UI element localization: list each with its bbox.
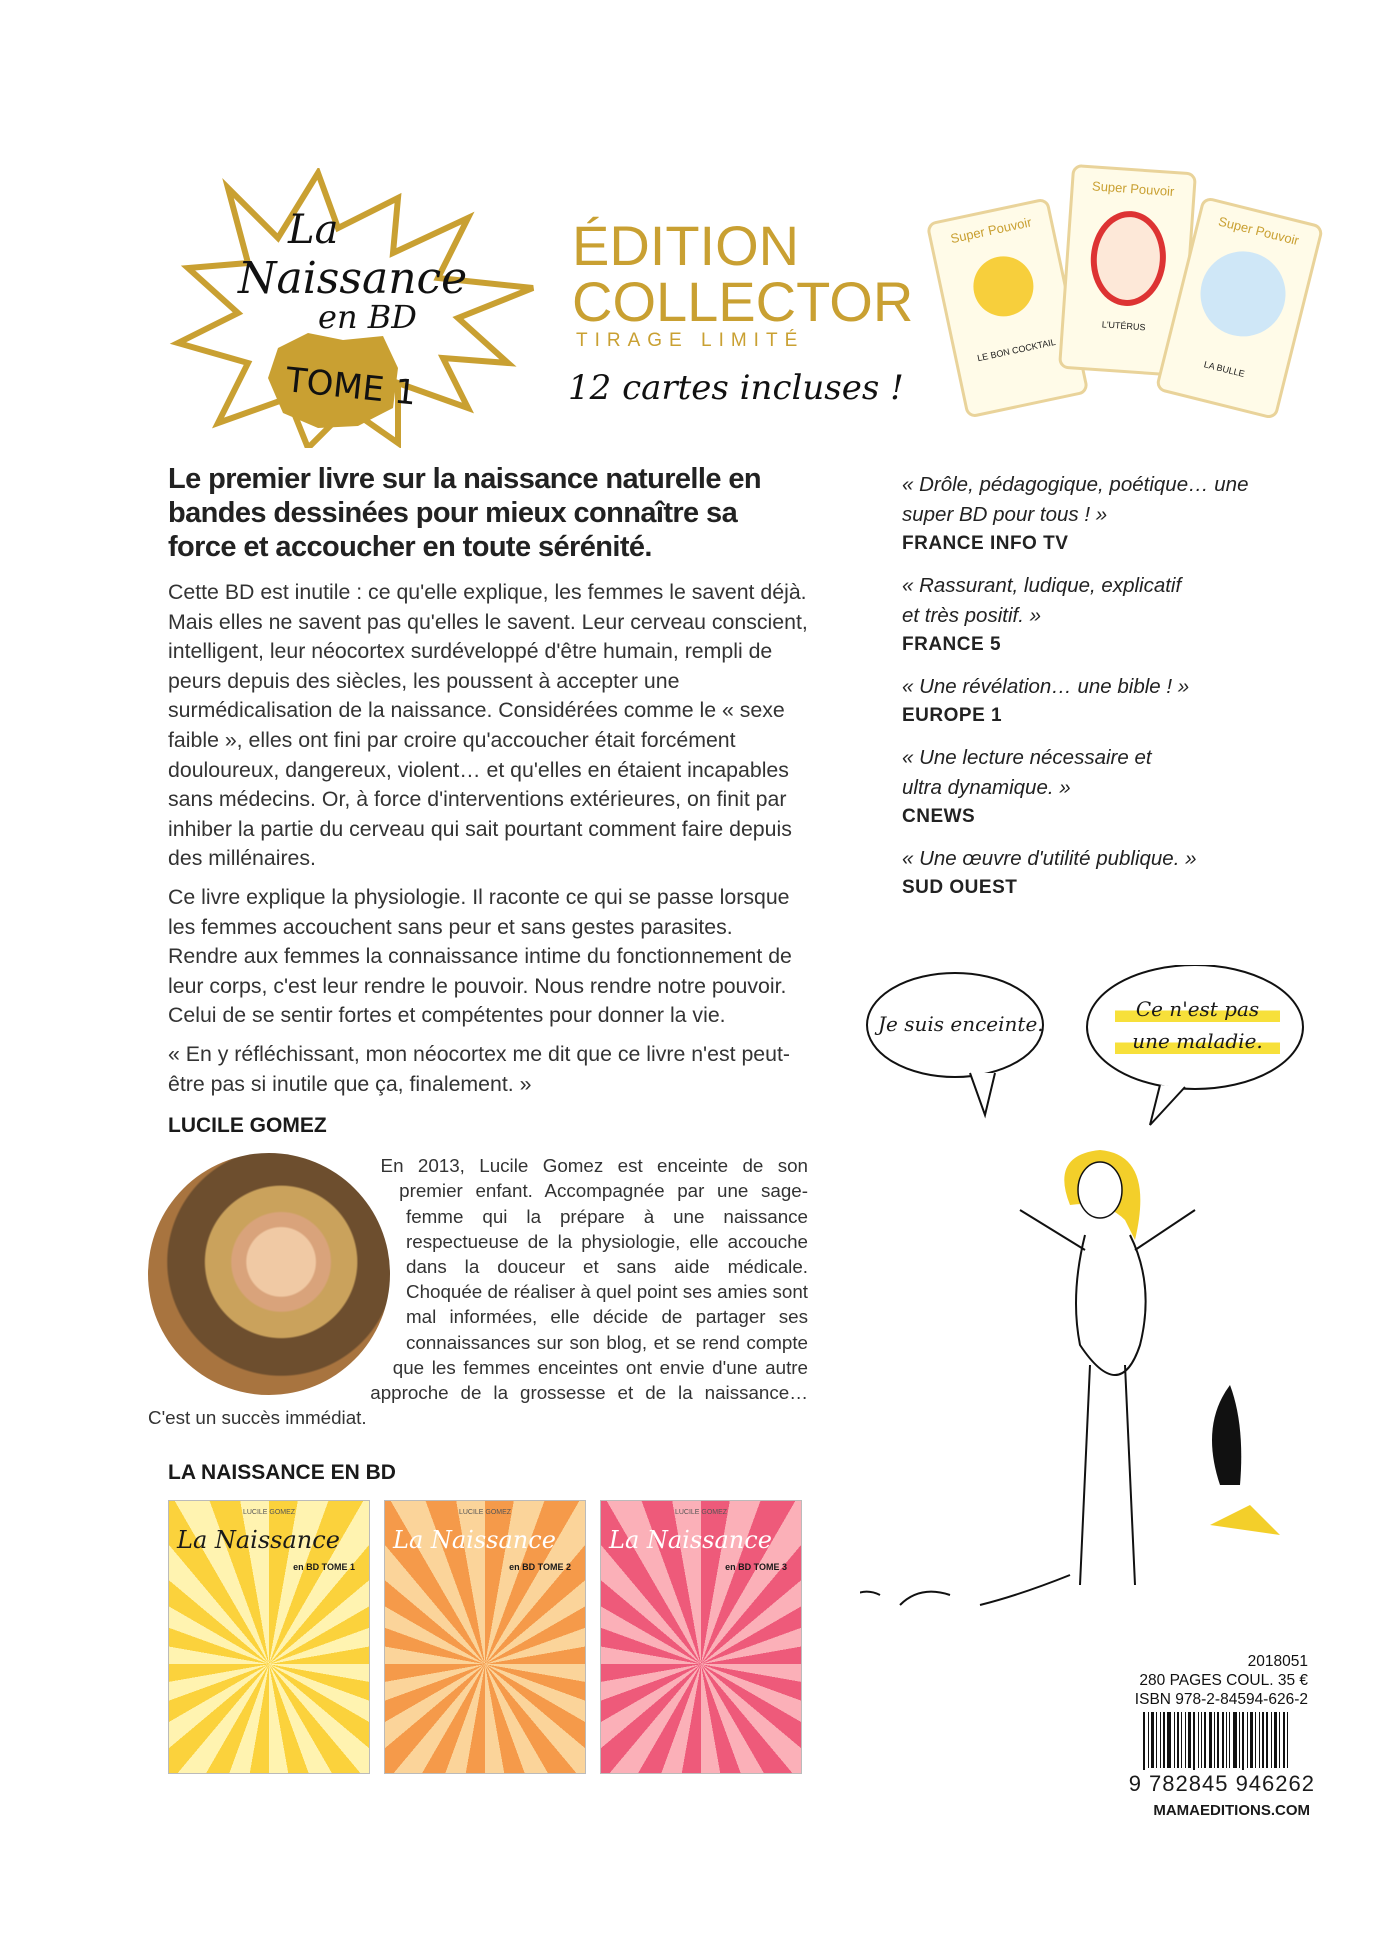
left-column: [148, 462, 808, 1774]
cover-title: La Naissance: [609, 1526, 772, 1555]
card-label: Super Pouvoir: [1091, 178, 1175, 200]
barcode-bar: [1163, 1712, 1165, 1768]
barcode-bar: [1274, 1712, 1277, 1768]
cover-tome: en BD TOME 2: [509, 1562, 571, 1573]
quote-text: « Rassurant, ludique, explicatif et très positif. »: [902, 574, 1182, 627]
barcode-bar: [1177, 1712, 1179, 1768]
press-quotes: [902, 470, 1302, 915]
quote-source: FRANCE 5: [902, 634, 1002, 655]
quote-source: CNEWS: [902, 806, 976, 827]
barcode-bar: [1181, 1712, 1182, 1768]
description: [168, 578, 808, 1099]
svg-text:en BD: en BD: [318, 298, 417, 336]
author-heading: LUCILE GOMEZ: [168, 1114, 327, 1138]
barcode-number: 9 782845 946262: [1128, 1771, 1315, 1796]
barcode-bar: [1193, 1712, 1195, 1770]
barcode-bar: [1233, 1712, 1237, 1768]
barcode-bar: [1188, 1712, 1191, 1768]
cards-illustration: [945, 168, 1310, 453]
series-heading: LA NAISSANCE EN BD: [168, 1461, 396, 1485]
quote-text: « Drôle, pédagogique, poétique… une super BD pour tous ! »: [902, 473, 1249, 526]
barcode-bar: [1143, 1712, 1145, 1770]
cover-author: LUCILE GOMEZ: [242, 1509, 296, 1517]
cover-tome-3: [600, 1500, 802, 1774]
barcode-bar: [1204, 1712, 1206, 1768]
svg-text:Naissance: Naissance: [238, 253, 468, 304]
barcode-bar: [1151, 1712, 1154, 1768]
pages-price: 280 PAGES COUL. 35 €: [1139, 1672, 1308, 1689]
barcode-bar: [1255, 1712, 1256, 1768]
author-bio-block: [148, 1153, 808, 1430]
barcode-bar: [1279, 1712, 1280, 1768]
author-bio: En 2013, Lucile Gomez est enceinte de son premier enfant. Accompagnée par une sage-femme qui la prépare à une naissance respectueuse de la physiologie, elle accouche dans la douceur et sans aide médicale. Choquée de réaliser à quel point ses amies sont mal informées, elle décide de partager ses connaissances sur son blog, et se rend compte que les femmes enceintes ont envie d'une autre approche de la grossesse et de la naissance… C'est un succès immédiat.: [148, 1155, 808, 1429]
cover-author: LUCILE GOMEZ: [458, 1509, 512, 1517]
woman-drawing: [860, 965, 1320, 1625]
publisher-website: MAMAEDITIONS.COM: [1153, 1802, 1310, 1819]
limited-edition-label: TIRAGE LIMITÉ: [576, 330, 805, 351]
quote-text: « Une révélation… une bible ! »: [902, 675, 1190, 698]
card-caption: LA BULLE: [1202, 359, 1246, 380]
quote-source: SUD OUEST: [902, 877, 1018, 898]
isbn: ISBN 978-2-84594-626-2: [1134, 1691, 1308, 1708]
barcode-bar: [1226, 1712, 1227, 1768]
barcode-bar: [1198, 1712, 1199, 1768]
quote-source: FRANCE INFO TV: [902, 533, 1069, 554]
card-caption: LE BON COCKTAIL: [976, 336, 1057, 364]
headline: Le premier livre sur la naissance naturelle en bandes dessinées pour mieux connaître sa force et accoucher en toute sérénité.: [168, 463, 761, 563]
quote-source: EUROPE 1: [902, 705, 1003, 726]
barcode-bar: [1259, 1712, 1260, 1768]
series-covers: [168, 1500, 808, 1774]
svg-text:La: La: [288, 207, 339, 253]
barcode-bar: [1201, 1712, 1202, 1768]
uterus-icon: [1088, 209, 1169, 309]
barcode-bar: [1287, 1712, 1288, 1768]
barcode-bar: [1160, 1712, 1161, 1768]
collector-line: COLLECTOR: [572, 270, 914, 333]
barcode-bar: [1209, 1712, 1212, 1768]
speech-bubble-right: Ce n'est pas une maladie.: [1115, 993, 1280, 1057]
press-quote: [902, 470, 1302, 558]
cover-title: La Naissance: [177, 1526, 340, 1555]
product-code: 2018051: [1247, 1653, 1308, 1670]
card-label: Super Pouvoir: [949, 214, 1033, 247]
cover-tome-1: [168, 1500, 370, 1774]
press-quote: [902, 571, 1302, 659]
speech-bubble-left: Je suis enceinte.: [878, 1012, 1044, 1036]
press-quote: [902, 743, 1302, 831]
barcode-bar: [1239, 1712, 1240, 1768]
barcode-bar: [1148, 1712, 1149, 1768]
barcode-bar: [1156, 1712, 1157, 1768]
series-logo: [168, 168, 541, 448]
barcode-bar: [1266, 1712, 1268, 1768]
cover-author: LUCILE GOMEZ: [674, 1509, 728, 1517]
barcode-bar: [1242, 1712, 1244, 1770]
cover-title: La Naissance: [393, 1526, 556, 1555]
svg-text:TOME 1: TOME 1: [283, 360, 419, 414]
barcode-bar: [1262, 1712, 1264, 1768]
barcode-bar: [1222, 1712, 1224, 1768]
barcode-bar: [1229, 1712, 1230, 1768]
press-quote: [902, 672, 1302, 730]
bubble-icon: [1191, 242, 1294, 345]
barcode-bar: [1247, 1712, 1248, 1768]
edition-line: ÉDITION: [572, 214, 800, 277]
barcode-bar: [1185, 1712, 1186, 1768]
paragraph: Ce livre explique la physiologie. Il raconte ce qui se passe lorsque les femmes accouchent sans peur et sans gestes parasites. Rendre aux femmes la connaissance intime du fonctionnement de leur corps, c'est leur rendre le pouvoir. Nous rendre notre pouvoir. Celui de se sentir fortes et compétentes pour donner la vie.: [168, 884, 792, 1028]
barcode-bar: [1174, 1712, 1175, 1768]
cover-tome: en BD TOME 3: [725, 1562, 787, 1573]
card-caption: L'UTÉRUS: [1101, 319, 1146, 333]
press-quote: [902, 844, 1302, 902]
quote-text: « Une œuvre d'utilité publique. »: [902, 847, 1197, 870]
paragraph: « En y réfléchissant, mon néocortex me dit que ce livre n'est peut-être pas si inutile que ça, finalement. »: [168, 1041, 790, 1096]
author-photo: [148, 1153, 390, 1395]
barcode-bar: [1214, 1712, 1215, 1768]
quote-text: « Une lecture nécessaire et ultra dynamique. »: [902, 746, 1152, 799]
barcode-bar: [1167, 1712, 1171, 1768]
card-label: Super Pouvoir: [1216, 213, 1301, 249]
barcode-bar: [1271, 1712, 1272, 1768]
paragraph: Cette BD est inutile : ce qu'elle explique, les femmes le savent déjà. Mais elles ne savent pas qu'elles le savent. Leur cerveau conscient, intelligent, leur néocortex surdéveloppé d'être humain, rempli de peurs depuis des siècles, les poussent à accepter une surmédicalisation de la naissance. Considérées comme le « sexe faible », elles ont fini par croire qu'accoucher était forcément douloureux, dangereux, violent… et qu'elles en étaient incapables sans médecins. Or, à force d'interventions extérieures, on finit par inhiber la partie du cerveau qui sait pourtant comment faire depuis des millénaires.: [168, 580, 808, 871]
barcode-bar: [1283, 1712, 1285, 1768]
pregnant-woman-illustration: [860, 965, 1320, 1625]
cover-tome: en BD TOME 1: [293, 1562, 355, 1573]
edition-title: [572, 214, 914, 333]
barcode-bar: [1217, 1712, 1219, 1768]
cards-included-label: 12 cartes incluses !: [568, 368, 904, 408]
barcode: [1143, 1712, 1311, 1778]
cover-tome-2: [384, 1500, 586, 1774]
sun-icon: [967, 251, 1038, 322]
book-info: [1135, 1652, 1308, 1709]
barcode-bar: [1250, 1712, 1253, 1768]
